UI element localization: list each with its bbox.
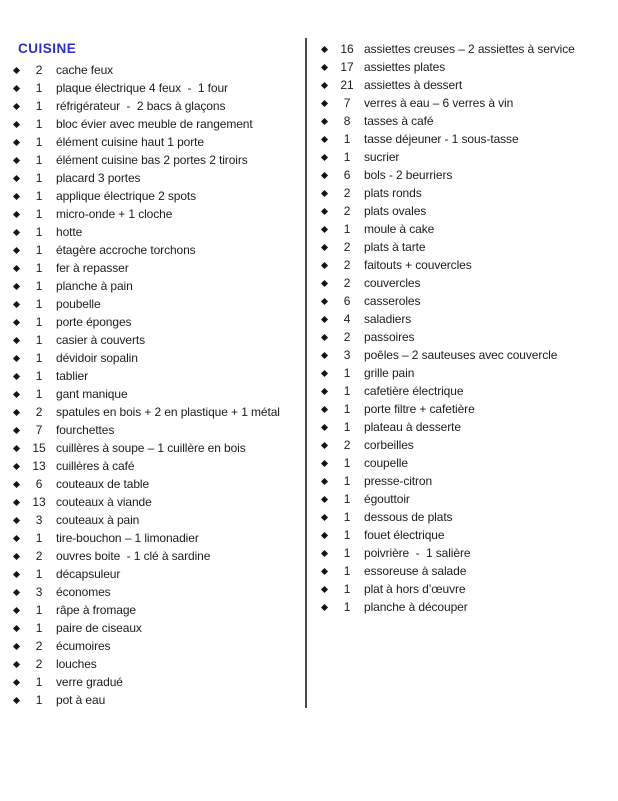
list-item bbox=[14, 691, 306, 709]
diamond-bullet-icon bbox=[322, 155, 336, 160]
item-quantity: 1 bbox=[35, 261, 43, 275]
list-item bbox=[322, 490, 618, 508]
list-item bbox=[14, 79, 306, 97]
diamond-bullet-icon bbox=[322, 65, 336, 70]
item-label: économes bbox=[56, 585, 111, 599]
diamond-bullet-icon bbox=[322, 299, 336, 304]
item-quantity: 3 bbox=[343, 348, 351, 362]
item-label: râpe à fromage bbox=[56, 603, 136, 617]
item-quantity: 1 bbox=[35, 135, 43, 149]
list-item bbox=[14, 331, 306, 349]
list-item bbox=[322, 382, 618, 400]
diamond-bullet-icon bbox=[14, 68, 28, 73]
item-quantity: 2 bbox=[343, 204, 351, 218]
list-item bbox=[14, 223, 306, 241]
diamond-bullet-icon bbox=[322, 281, 336, 286]
diamond-bullet-icon bbox=[322, 569, 336, 574]
item-quantity: 1 bbox=[343, 492, 351, 506]
diamond-bullet-icon bbox=[14, 266, 28, 271]
list-item bbox=[322, 58, 618, 76]
diamond-bullet-icon bbox=[14, 194, 28, 199]
item-quantity: 1 bbox=[35, 369, 43, 383]
list-item bbox=[14, 61, 306, 79]
item-quantity: 21 bbox=[340, 78, 354, 92]
diamond-bullet-icon bbox=[322, 605, 336, 610]
list-item bbox=[14, 583, 306, 601]
item-quantity: 1 bbox=[343, 366, 351, 380]
list-item bbox=[14, 295, 306, 313]
list-item bbox=[322, 94, 618, 112]
diamond-bullet-icon bbox=[14, 230, 28, 235]
item-quantity: 1 bbox=[343, 600, 351, 614]
item-label: couteaux à viande bbox=[56, 495, 152, 509]
item-label: sucrier bbox=[364, 150, 400, 164]
item-quantity: 1 bbox=[343, 420, 351, 434]
list-item bbox=[14, 637, 306, 655]
item-quantity: 6 bbox=[35, 477, 43, 491]
item-quantity: 1 bbox=[35, 567, 43, 581]
item-quantity: 13 bbox=[32, 459, 46, 473]
item-quantity: 1 bbox=[343, 402, 351, 416]
diamond-bullet-icon bbox=[14, 338, 28, 343]
diamond-bullet-icon bbox=[322, 479, 336, 484]
item-quantity: 3 bbox=[35, 585, 43, 599]
list-item bbox=[322, 328, 618, 346]
list-item bbox=[14, 205, 306, 223]
item-quantity: 1 bbox=[35, 333, 43, 347]
diamond-bullet-icon bbox=[322, 227, 336, 232]
item-label: ouvres boite - 1 clé à sardine bbox=[56, 549, 211, 563]
diamond-bullet-icon bbox=[14, 392, 28, 397]
diamond-bullet-icon bbox=[322, 533, 336, 538]
list-item bbox=[322, 274, 618, 292]
diamond-bullet-icon bbox=[14, 536, 28, 541]
item-label: plaque électrique 4 feux - 1 four bbox=[56, 81, 228, 95]
diamond-bullet-icon bbox=[14, 320, 28, 325]
list-item bbox=[14, 421, 306, 439]
item-quantity: 7 bbox=[35, 423, 43, 437]
list-item bbox=[322, 472, 618, 490]
diamond-bullet-icon bbox=[14, 680, 28, 685]
diamond-bullet-icon bbox=[14, 104, 28, 109]
item-label: bloc évier avec meuble de rangement bbox=[56, 117, 253, 131]
item-quantity: 2 bbox=[343, 186, 351, 200]
item-quantity: 3 bbox=[35, 513, 43, 527]
item-quantity: 1 bbox=[35, 693, 43, 707]
item-label: couteaux de table bbox=[56, 477, 150, 491]
list-item bbox=[322, 256, 618, 274]
item-label: verre gradué bbox=[56, 675, 123, 689]
item-quantity: 1 bbox=[343, 222, 351, 236]
item-quantity: 17 bbox=[340, 60, 354, 74]
list-item bbox=[322, 346, 618, 364]
item-quantity: 1 bbox=[35, 117, 43, 131]
diamond-bullet-icon bbox=[322, 515, 336, 520]
diamond-bullet-icon bbox=[14, 482, 28, 487]
list-item bbox=[322, 580, 618, 598]
item-quantity: 2 bbox=[343, 438, 351, 452]
item-quantity: 1 bbox=[343, 546, 351, 560]
list-item bbox=[322, 400, 618, 418]
item-quantity: 6 bbox=[343, 168, 351, 182]
list-item bbox=[322, 220, 618, 238]
list-item bbox=[14, 439, 306, 457]
item-label: gant manique bbox=[56, 387, 128, 401]
diamond-bullet-icon bbox=[14, 248, 28, 253]
item-quantity: 4 bbox=[343, 312, 351, 326]
list-item bbox=[322, 562, 618, 580]
item-label: louches bbox=[56, 657, 97, 671]
list-item bbox=[14, 655, 306, 673]
item-quantity: 1 bbox=[35, 225, 43, 239]
item-label: plats ovales bbox=[364, 204, 427, 218]
item-label: écumoires bbox=[56, 639, 111, 653]
diamond-bullet-icon bbox=[322, 209, 336, 214]
item-quantity: 1 bbox=[35, 243, 43, 257]
page-title: CUISINE bbox=[18, 41, 77, 56]
list-item bbox=[14, 313, 306, 331]
item-label: étagère accroche torchons bbox=[56, 243, 196, 257]
diamond-bullet-icon bbox=[14, 410, 28, 415]
item-quantity: 2 bbox=[35, 657, 43, 671]
item-label: porte éponges bbox=[56, 315, 132, 329]
item-quantity: 1 bbox=[343, 564, 351, 578]
item-label: paire de ciseaux bbox=[56, 621, 142, 635]
list-item bbox=[322, 292, 618, 310]
item-label: assiettes à dessert bbox=[364, 78, 463, 92]
list-item bbox=[322, 364, 618, 382]
item-quantity: 1 bbox=[35, 207, 43, 221]
list-item bbox=[14, 277, 306, 295]
item-label: poubelle bbox=[56, 297, 101, 311]
item-quantity: 1 bbox=[35, 387, 43, 401]
item-label: tasse déjeuner - 1 sous-tasse bbox=[364, 132, 519, 146]
list-item bbox=[14, 457, 306, 475]
item-label: verres à eau – 6 verres à vin bbox=[364, 96, 514, 110]
item-label: fourchettes bbox=[56, 423, 115, 437]
diamond-bullet-icon bbox=[322, 335, 336, 340]
list-item bbox=[322, 130, 618, 148]
item-label: réfrigérateur - 2 bacs à glaçons bbox=[56, 99, 226, 113]
item-quantity: 2 bbox=[343, 330, 351, 344]
list-item bbox=[322, 112, 618, 130]
item-quantity: 1 bbox=[35, 81, 43, 95]
item-label: presse-citron bbox=[364, 474, 433, 488]
list-item bbox=[14, 187, 306, 205]
list-item bbox=[14, 403, 306, 421]
item-quantity: 6 bbox=[343, 294, 351, 308]
diamond-bullet-icon bbox=[14, 446, 28, 451]
diamond-bullet-icon bbox=[322, 83, 336, 88]
diamond-bullet-icon bbox=[14, 518, 28, 523]
item-label: dessous de plats bbox=[364, 510, 453, 524]
item-label: coupelle bbox=[364, 456, 408, 470]
diamond-bullet-icon bbox=[322, 137, 336, 142]
diamond-bullet-icon bbox=[14, 302, 28, 307]
list-item bbox=[14, 673, 306, 691]
item-label: cuillères à café bbox=[56, 459, 135, 473]
diamond-bullet-icon bbox=[322, 317, 336, 322]
list-item bbox=[322, 544, 618, 562]
diamond-bullet-icon bbox=[14, 572, 28, 577]
item-quantity: 15 bbox=[32, 441, 46, 455]
item-quantity: 1 bbox=[35, 171, 43, 185]
item-quantity: 2 bbox=[35, 63, 43, 77]
diamond-bullet-icon bbox=[322, 551, 336, 556]
item-label: plateau à desserte bbox=[364, 420, 461, 434]
item-quantity: 1 bbox=[35, 297, 43, 311]
list-item bbox=[14, 529, 306, 547]
item-quantity: 16 bbox=[340, 42, 354, 56]
item-quantity: 1 bbox=[35, 315, 43, 329]
diamond-bullet-icon bbox=[322, 371, 336, 376]
item-quantity: 1 bbox=[35, 279, 43, 293]
item-quantity: 2 bbox=[35, 549, 43, 563]
item-quantity: 2 bbox=[35, 639, 43, 653]
item-quantity: 2 bbox=[35, 405, 43, 419]
list-item bbox=[14, 169, 306, 187]
list-item bbox=[322, 40, 618, 58]
item-label: plats ronds bbox=[364, 186, 422, 200]
diamond-bullet-icon bbox=[322, 461, 336, 466]
item-quantity: 7 bbox=[343, 96, 351, 110]
item-quantity: 1 bbox=[35, 675, 43, 689]
list-item bbox=[322, 508, 618, 526]
item-label: planche à pain bbox=[56, 279, 133, 293]
item-quantity: 13 bbox=[32, 495, 46, 509]
list-item bbox=[322, 436, 618, 454]
diamond-bullet-icon bbox=[322, 173, 336, 178]
item-quantity: 8 bbox=[343, 114, 351, 128]
item-label: grille pain bbox=[364, 366, 415, 380]
list-item bbox=[14, 511, 306, 529]
diamond-bullet-icon bbox=[322, 47, 336, 52]
list-item bbox=[14, 385, 306, 403]
list-item bbox=[322, 76, 618, 94]
item-label: fouet électrique bbox=[364, 528, 445, 542]
diamond-bullet-icon bbox=[14, 140, 28, 145]
list-item bbox=[322, 202, 618, 220]
diamond-bullet-icon bbox=[14, 176, 28, 181]
list-item bbox=[14, 349, 306, 367]
diamond-bullet-icon bbox=[322, 443, 336, 448]
item-label: cache feux bbox=[56, 63, 114, 77]
list-item bbox=[322, 148, 618, 166]
item-label: corbeilles bbox=[364, 438, 414, 452]
diamond-bullet-icon bbox=[322, 497, 336, 502]
item-quantity: 1 bbox=[343, 510, 351, 524]
item-label: micro-onde + 1 cloche bbox=[56, 207, 173, 221]
diamond-bullet-icon bbox=[322, 191, 336, 196]
diamond-bullet-icon bbox=[322, 425, 336, 430]
item-quantity: 1 bbox=[35, 603, 43, 617]
list-item bbox=[14, 259, 306, 277]
item-quantity: 1 bbox=[35, 153, 43, 167]
item-label: décapsuleur bbox=[56, 567, 121, 581]
item-quantity: 2 bbox=[343, 240, 351, 254]
list-item bbox=[14, 547, 306, 565]
list-item bbox=[14, 619, 306, 637]
item-label: moule à cake bbox=[364, 222, 435, 236]
item-label: faitouts + couvercles bbox=[364, 258, 472, 272]
list-item bbox=[14, 565, 306, 583]
item-label: casier à couverts bbox=[56, 333, 146, 347]
diamond-bullet-icon bbox=[14, 464, 28, 469]
item-label: essoreuse à salade bbox=[364, 564, 467, 578]
item-label: élément cuisine bas 2 portes 2 tiroirs bbox=[56, 153, 248, 167]
list-item bbox=[322, 238, 618, 256]
list-item bbox=[322, 184, 618, 202]
item-label: tablier bbox=[56, 369, 88, 383]
diamond-bullet-icon bbox=[14, 428, 28, 433]
item-quantity: 1 bbox=[35, 531, 43, 545]
diamond-bullet-icon bbox=[14, 554, 28, 559]
item-label: cuillères à soupe – 1 cuillère en bois bbox=[56, 441, 246, 455]
item-label: assiettes creuses – 2 assiettes à service bbox=[364, 42, 575, 56]
diamond-bullet-icon bbox=[14, 158, 28, 163]
item-label: fer à repasser bbox=[56, 261, 129, 275]
item-quantity: 1 bbox=[343, 132, 351, 146]
item-quantity: 1 bbox=[343, 582, 351, 596]
item-label: dévidoir sopalin bbox=[56, 351, 138, 365]
item-label: plat à hors d’œuvre bbox=[364, 582, 466, 596]
list-item bbox=[322, 418, 618, 436]
item-label: tire-bouchon – 1 limonadier bbox=[56, 531, 199, 545]
item-quantity: 1 bbox=[343, 456, 351, 470]
diamond-bullet-icon bbox=[322, 101, 336, 106]
item-label: passoires bbox=[364, 330, 415, 344]
list-item bbox=[14, 601, 306, 619]
item-label: couteaux à pain bbox=[56, 513, 140, 527]
diamond-bullet-icon bbox=[14, 284, 28, 289]
item-label: placard 3 portes bbox=[56, 171, 141, 185]
item-label: saladiers bbox=[364, 312, 412, 326]
diamond-bullet-icon bbox=[14, 626, 28, 631]
list-item bbox=[14, 367, 306, 385]
item-label: élément cuisine haut 1 porte bbox=[56, 135, 204, 149]
item-label: planche à découper bbox=[364, 600, 468, 614]
diamond-bullet-icon bbox=[14, 698, 28, 703]
diamond-bullet-icon bbox=[322, 119, 336, 124]
list-item bbox=[14, 151, 306, 169]
diamond-bullet-icon bbox=[14, 590, 28, 595]
item-label: hotte bbox=[56, 225, 83, 239]
item-quantity: 1 bbox=[35, 189, 43, 203]
diamond-bullet-icon bbox=[14, 644, 28, 649]
item-label: assiettes plates bbox=[364, 60, 446, 74]
item-label: porte filtre + cafetière bbox=[364, 402, 475, 416]
list-item bbox=[14, 241, 306, 259]
diamond-bullet-icon bbox=[14, 86, 28, 91]
diamond-bullet-icon bbox=[14, 662, 28, 667]
item-label: applique électrique 2 spots bbox=[56, 189, 197, 203]
list-item bbox=[14, 133, 306, 151]
diamond-bullet-icon bbox=[14, 374, 28, 379]
diamond-bullet-icon bbox=[14, 212, 28, 217]
list-item bbox=[14, 475, 306, 493]
item-label: poêles – 2 sauteuses avec couvercle bbox=[364, 348, 558, 362]
list-item bbox=[322, 526, 618, 544]
list-item bbox=[14, 115, 306, 133]
diamond-bullet-icon bbox=[14, 500, 28, 505]
item-quantity: 1 bbox=[35, 621, 43, 635]
item-label: cafetière électrique bbox=[364, 384, 464, 398]
diamond-bullet-icon bbox=[14, 122, 28, 127]
list-item bbox=[14, 97, 306, 115]
item-label: tasses à café bbox=[364, 114, 434, 128]
diamond-bullet-icon bbox=[322, 407, 336, 412]
diamond-bullet-icon bbox=[322, 587, 336, 592]
item-label: bols - 2 beurriers bbox=[364, 168, 453, 182]
item-quantity: 1 bbox=[35, 351, 43, 365]
list-item bbox=[322, 598, 618, 616]
item-quantity: 2 bbox=[343, 258, 351, 272]
item-label: pot à eau bbox=[56, 693, 106, 707]
item-label: plats à tarte bbox=[364, 240, 426, 254]
item-label: spatules en bois + 2 en plastique + 1 métal bbox=[56, 405, 280, 419]
list-item bbox=[322, 310, 618, 328]
inventory-list-left bbox=[14, 61, 306, 709]
diamond-bullet-icon bbox=[322, 353, 336, 358]
diamond-bullet-icon bbox=[322, 263, 336, 268]
inventory-list-right bbox=[322, 40, 618, 616]
diamond-bullet-icon bbox=[322, 245, 336, 250]
item-label: casseroles bbox=[364, 294, 421, 308]
item-label: égouttoir bbox=[364, 492, 410, 506]
item-quantity: 1 bbox=[343, 150, 351, 164]
item-quantity: 1 bbox=[343, 474, 351, 488]
item-quantity: 1 bbox=[343, 528, 351, 542]
item-quantity: 1 bbox=[35, 99, 43, 113]
item-label: couvercles bbox=[364, 276, 421, 290]
list-item bbox=[322, 454, 618, 472]
item-quantity: 1 bbox=[343, 384, 351, 398]
item-quantity: 2 bbox=[343, 276, 351, 290]
list-item bbox=[14, 493, 306, 511]
diamond-bullet-icon bbox=[322, 389, 336, 394]
list-item bbox=[322, 166, 618, 184]
item-label: poivrière - 1 salière bbox=[364, 546, 471, 560]
diamond-bullet-icon bbox=[14, 356, 28, 361]
diamond-bullet-icon bbox=[14, 608, 28, 613]
